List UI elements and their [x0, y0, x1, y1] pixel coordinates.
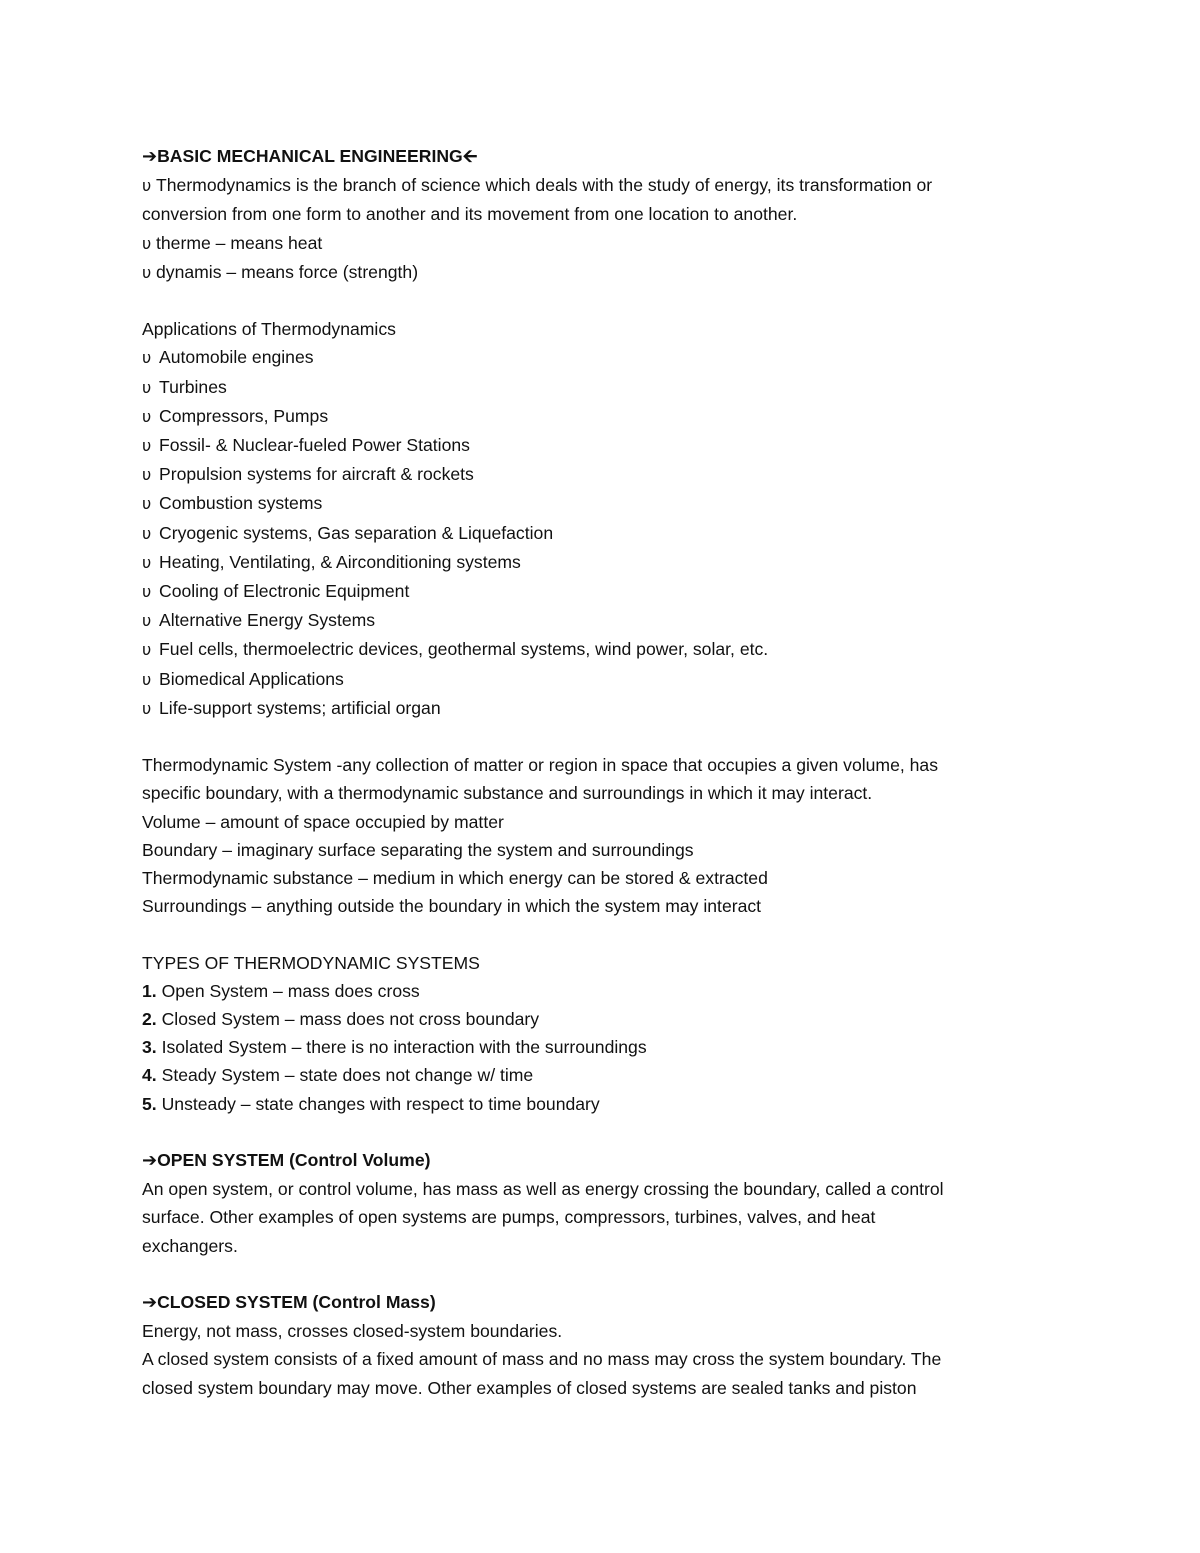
bullet-icon: υ [142, 406, 152, 426]
item-number: 3. [142, 1037, 157, 1058]
types-list [142, 977, 1062, 1118]
bullet-icon: υ [142, 176, 152, 196]
item-number: 5. [142, 1093, 157, 1114]
spacer [142, 920, 1062, 948]
arrow-right-icon: ➔ [142, 146, 158, 167]
applications-heading: Applications of Thermodynamics [142, 319, 396, 340]
document-page [142, 142, 1062, 1402]
paragraph-line: Energy, not mass, crosses closed-system boundaries. [142, 1321, 563, 1342]
bullet-icon: υ [142, 262, 152, 282]
list-item: 1. Open System – mass does cross [142, 980, 420, 1001]
bullet-icon: υ [142, 436, 152, 456]
list-item: 2. Closed System – mass does not cross boundary [142, 1009, 540, 1030]
intro-line: υ Thermodynamics is the branch of science which deals with the study of energy, its transformation or [142, 171, 1062, 200]
list-item: υ Propulsion systems for aircraft & rockets [142, 460, 1062, 489]
spacer [142, 723, 1062, 751]
bullet-icon: υ [142, 582, 152, 602]
arrow-right-icon: ➔ [142, 1292, 158, 1314]
applications-list [142, 343, 1062, 723]
list-item: υ Compressors, Pumps [142, 402, 1062, 431]
list-item: υ Fossil- & Nuclear-fueled Power Stations [142, 431, 1062, 460]
paragraph-line: surface. Other examples of open systems are pumps, compressors, turbines, valves, and heat [142, 1207, 876, 1228]
etymology-line: υ dynamis – means force (strength) [142, 258, 1062, 287]
open-system-heading: ➔OPEN SYSTEM (Control Volume) [142, 1146, 1062, 1175]
definition-line: Boundary – imaginary surface separating the system and surroundings [142, 839, 694, 860]
bullet-icon: υ [142, 669, 152, 689]
list-item: υ Heating, Ventilating, & Airconditioning systems [142, 548, 1062, 577]
paragraph-line: exchangers. [142, 1235, 238, 1256]
list-item: 4. Steady System – state does not change w/ time [142, 1065, 534, 1086]
definition-line: Thermodynamic substance – medium in which energy can be stored & extracted [142, 868, 768, 889]
intro-line: conversion from one form to another and its movement from one location to another. [142, 204, 798, 225]
paragraph-line: closed system boundary may move. Other examples of closed systems are sealed tanks and piston [142, 1377, 917, 1398]
document-title [142, 142, 1062, 171]
definition-line: Volume – amount of space occupied by matter [142, 811, 504, 832]
list-item: υ Cryogenic systems, Gas separation & Liquefaction [142, 519, 1062, 548]
types-heading: TYPES OF THERMODYNAMIC SYSTEMS [142, 952, 480, 973]
closed-system-heading: ➔CLOSED SYSTEM (Control Mass) [142, 1288, 1062, 1317]
bullet-icon: υ [142, 552, 152, 572]
bullet-icon: υ [142, 377, 152, 397]
list-item: υ Turbines [142, 373, 1062, 402]
list-item: υ Cooling of Electronic Equipment [142, 577, 1062, 606]
item-number: 4. [142, 1065, 157, 1086]
etymology-line: υ therme – means heat [142, 229, 1062, 258]
list-item: υ Alternative Energy Systems [142, 606, 1062, 635]
arrow-right-icon: ➔ [142, 1150, 158, 1172]
definition-line: specific boundary, with a thermodynamic substance and surroundings in which it may interact. [142, 783, 873, 804]
paragraph-line: An open system, or control volume, has mass as well as energy crossing the boundary, called a control [142, 1179, 944, 1200]
item-number: 1. [142, 980, 157, 1001]
bullet-icon: υ [142, 465, 152, 485]
definition-line: Thermodynamic System -any collection of matter or region in space that occupies a given volume, has [142, 755, 939, 776]
bullet-icon: υ [142, 640, 152, 660]
list-item: 3. Isolated System – there is no interaction with the surroundings [142, 1037, 647, 1058]
list-item: υ Automobile engines [142, 343, 1062, 372]
spacer [142, 1118, 1062, 1146]
definition-line: Surroundings – anything outside the boundary in which the system may interact [142, 896, 762, 917]
bullet-icon: υ [142, 698, 152, 718]
list-item: 5. Unsteady – state changes with respect to time boundary [142, 1093, 600, 1114]
bullet-icon: υ [142, 611, 152, 631]
bullet-icon: υ [142, 348, 152, 368]
bullet-icon: υ [142, 494, 152, 514]
paragraph-line: A closed system consists of a fixed amount of mass and no mass may cross the system boundary. The [142, 1349, 942, 1370]
list-item: υ Life-support systems; artificial organ [142, 694, 1062, 723]
spacer [142, 287, 1062, 315]
item-number: 2. [142, 1009, 157, 1030]
arrow-left-icon: 🡨 [462, 146, 478, 167]
bullet-icon: υ [142, 523, 152, 543]
list-item: υ Combustion systems [142, 489, 1062, 518]
bullet-icon: υ [142, 233, 152, 253]
system-definition [142, 751, 1062, 920]
title-text: BASIC MECHANICAL ENGINEERING [157, 146, 463, 166]
spacer [142, 1260, 1062, 1288]
list-item: υ Fuel cells, thermoelectric devices, geothermal systems, wind power, solar, etc. [142, 635, 1062, 664]
list-item: υ Biomedical Applications [142, 665, 1062, 694]
